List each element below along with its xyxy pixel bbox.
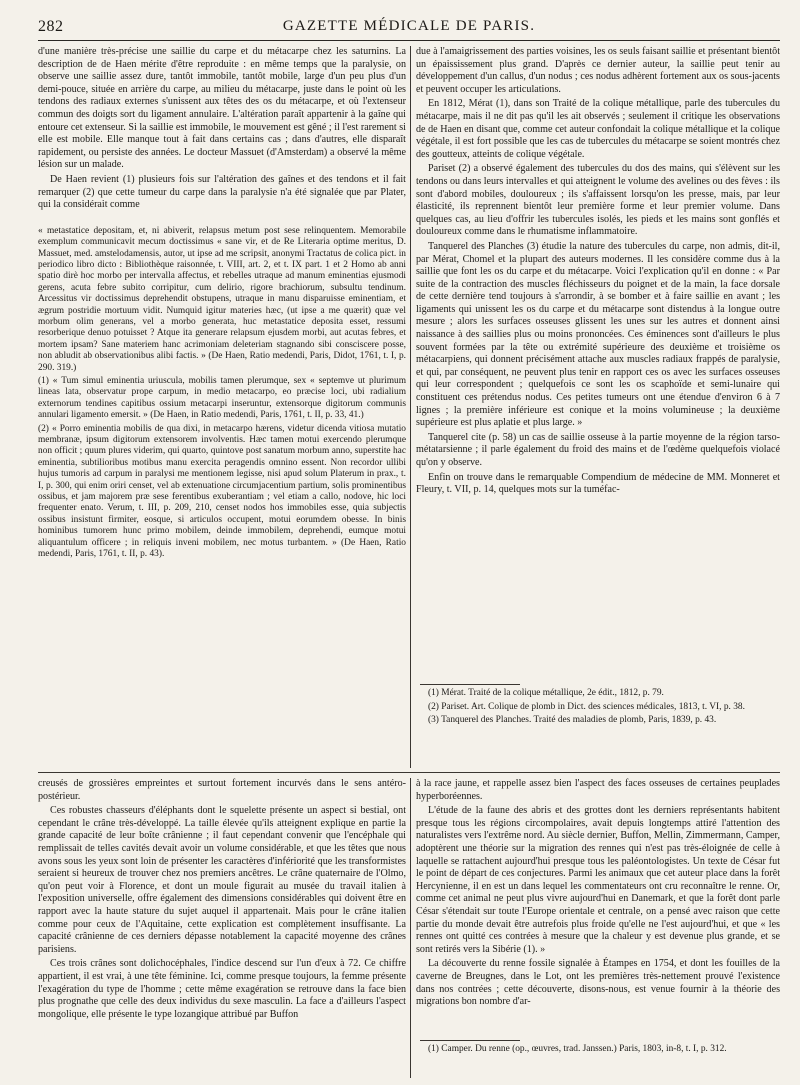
column-lower-right [416,778,780,1040]
paragraph: De Haen revient (1) plusieurs fois sur l'altération des gaînes et des tendons et il fait remarquer (2) que cette tumeur du carpe dans la paralysie n'a été signalée que par Plater, qui la considérait comme [38,173,406,211]
column-upper-right [416,46,780,746]
page-number: 282 [38,18,64,35]
column-divider [410,46,411,768]
footnote: (1) Mérat. Traité de la colique métallique, 2e édit., 1812, p. 79. [428,688,664,698]
paragraph: due à l'amaigrissement des parties voisines, les os seuls faisant saillie et présentant bientôt un épaississement plus grand. D'après ce dernier auteur, la saillie peut tenir au développement d'un callus, d'un nodus ; ces nodus adhèrent fortement aux os sous-jacents et peuvent occuper les articulations. [416,46,780,95]
footnote-rule [420,1040,520,1041]
footnotes-upper-right [416,688,780,768]
paragraph: Tanquerel cite (p. 58) un cas de saillie osseuse à la partie moyenne de la région tarso-métatarsienne ; il parle également du froid des mains et de l'œdème quelquefois violacé qu'on y observe. [416,431,780,468]
paragraph: Pariset (2) a observé également des tubercules du dos des mains, qui s'élèvent sur les tendons ou dans leurs intervalles et qui atteignent le volume des avelines ou des fèves : ils sont d'abord mobiles, douloureux ; ils s'affaissent lorsqu'on les presse, mais, par leur élasticité, ils reprennent bientôt leur première forme et leur premier volume. Dans quelques cas, au lieu d'offrir les tubercules isolés, les pieds et les mains sont gonflés et douloureux comme dans le rhumatisme inflammatoire. [416,163,780,238]
footnote: (3) Tanquerel des Planches. Traité des maladies de plomb, Paris, 1839, p. 43. [428,715,717,726]
latin-quotation: « metastatice depositam, et, ni abiverit, relapsus metum post sese relinquentem. Memorabile exemplum communicavit mecum doctissimus « sane vir, et de Re Literaria optime meritus, D. Massuet, med. amstelodamensis, autor, ut ipse ad me scripsit, anonymi Tractatus de colica pict. in periodico libro dicto : Bibliothèque raisonnée, t. VIII, art. 2, et t. IX part. 1 et 2 Homo ab anni spatio dirè hoc morbo per intervalla affectus, et rebelles utraque ad manum eminentias ejusmodi gerens, acuta febre subito corripitur, cum delirio, rigore brachiorum, subsultu tendinum. Arcessitus vir doctissimus deprehendit obstupens, utraque in manu disparuisse eminentiam, et ægrum postridie mortuum vidit. Numquid igitur materies hæc, (ut ipse a me quærit) quæ vel morbum olim generans, vel a morbo generata, huc metastatice deposita esset, ressumi resorberique denuo potuisset ? Atque ita generare relapsum ejusdem morbi, aut acutas febres, et mortem ipsam? Sane materiem hanc acrimoniam deleteriam stagnando sibi consciscere posse, non abludit ab observationibus alibi factis. » (De Haen, Ratio medendi, Paris, Didot, 1761, t. I, p. 290. 319.) [38,225,406,373]
paragraph: creusés de grossières empreintes et surtout fortement incurvés dans le sens antéro-postérieur. [38,778,406,802]
section-rule [38,772,780,773]
column-lower-left [38,778,406,1078]
paragraph: d'une manière très-précise une saillie du carpe et du métacarpe chez les saturnins. La description de de Haen mérite d'être reproduite : en même temps que la paralysie, on observe une saillie assez dure, tantôt immobile, tantôt mobile, large d'un peu plus d'un demi-pouce, située en arrière du carpe, au milieu du métacarpe, juste dans le point où les tendons des radiaux externes s'unissent aux têtes des os du métacarpe, et où l'extenseur commun des doigts sort du ligament annulaire. L'altération paraît appartenir à la gaîne qui entoure cet extenseur. Si la saillie est immobile, le mouvement est gêné ; il l'est rarement si elle est mobile. Elle manque tout à fait dans certains cas ; dans d'autres, elle disparaît rapidement, ou persiste des années. Le docteur Massuet (d'Amsterdam) a observé la même lésion sur un malade. [38,46,406,171]
paragraph: Tanquerel des Planches (3) étudie la nature des tubercules du carpe, non admis, dit-il, par Mérat, Chomel et la plupart des auteurs modernes. Il les considère comme dus à la saillie que font les os du carpe et du métacarpe. Voici l'explication qu'il en donne : « Par suite de la contraction des muscles fléchisseurs du poignet et de la main, la face dorsale de cette dernière tend toujours à s'arrondir, à se bomber et à faire saillie en avant ; les ligaments qui unissent les os du carpe et du métacarpe sont distendus à la longue outre mesure ; alors les surfaces osseuses glissent les unes sur les autres et donnent ainsi naissance à des saillies plus ou moins prononcées. Ces éminences sont d'ailleurs le plus souvent formées par la tête ou extrémité supérieure des deuxième et troisième os métacarpiens, qui donnent précisément attache aux muscles radiaux frappés de paralysie, et qui, par conséquent, ne peuvent plus tenir en rapport ces os avec les surfaces osseuses qui leur correspondent ; quelquefois ce sont les os scaphoïde et semi-lunaire qui constituent ces prétendus nodus. Ces petites tumeurs ont une étendue d'environ 6 à 7 lignes ; la première inférieure est conique et la moins volumineuse ; la deuxième supérieure est plus aplatie et plus large. » [416,240,780,429]
journal-title: GAZETTE MÉDICALE DE PARIS. [282,18,536,34]
paragraph: Ces trois crânes sont dolichocéphales, l'indice descend sur l'un d'eux à 72. Ce chiffre appartient, il est vrai, à une tête féminine. Ici, comme presque toujours, la femme présente l'exagération du type de l'homme ; cette même exagération se retrouve dans la face bien plus prognathe que celle des deux individus du sexe masculin. La face a d'ailleurs l'aspect mongolique, elle présente le type lozangique attribué par Buffon [38,958,406,1020]
spacer [38,214,406,226]
footnote: (2) Pariset. Art. Colique de plomb in Dict. des sciences médicales, 1813, t. VI, p. 38. [428,701,745,712]
paragraph: L'étude de la faune des abris et des grottes dont les derniers représentants habitent presque tous les régions circompolaires, avait depuis longtemps attiré l'attention des naturalistes vers l'extrême nord. Au siècle dernier, Buffon, Mellin, Zimmermann, Camper, adoptèrent une théorie sur la migration des rennes qui n'est pas très-éloignée de celle à laquelle se rattachent aujourd'hui presque tous les paléontologistes. Un texte de César fut le point de départ de ces conjectures. Parmi les animaux que cet auteur place dans la forêt Hercynienne, il en est un dans lequel les commentateurs ont cru reconnaître le renne. Or, comme cet animal ne peut plus vivre aujourd'hui en Danemark, et que la forêt dont parle César s'étendait sur toute l'Europe orientale et centrale, on a pensé avec raison que cette partie du monde devait être autrefois plus froide qu'elle ne l'est aujourd'hui, et que « les rennes ont quitté ces contrées à mesure que la chaleur y est devenue plus grande, et se sont retirés vers la Sibérie (1). » [416,805,780,955]
footnote-rule [420,684,520,685]
paragraph: Ces robustes chasseurs d'éléphants dont le squelette présente un aspect si bestial, ont cependant le crâne très-développé. La taille élevée qu'ils atteignent explique en partie la grande capacité de leur boîte crânienne ; il faut cependant convenir que l'encéphale qui remplissait de telles cavités devait avoir un volume considérable, et que les têtes que nous avons sous les yeux sont loin de présenter les caractères d'infériorité que les transformistes seraient si heureux de trouver chez nos premiers ancêtres. Le crâne quaternaire de l'Olmo, qu'on peut voir à Florence, et dont un moule figurait au musée du travail italien à l'exposition universelle, offre également des dimensions considérables qui doivent être en rapport avec la haute stature du sujet auquel il appartenait. Mais pour le crâne italien comme pour ceux de l'Aquitaine, cette explication est complètement insuffisante. La capacité crânienne de ces derniers dépasse notablement la capacité moyenne des crânes parisiens. [38,805,406,955]
paragraph: Enfin on trouve dans le remarquable Compendium de médecine de MM. Monneret et Fleury, t. VII, p. 14, quelques mots sur la tuméfac- [416,471,780,496]
footnote: (1) Camper. Du renne (op., œuvres, trad. Janssen.) Paris, 1803, in-8, t. I, p. 312. [428,1044,727,1054]
paragraph: En 1812, Mérat (1), dans son Traité de la colique métallique, parle des tubercules du métacarpe, mais il ne dit pas qu'il les ait observés ; seulement il critique les observations de de Haen en disant que, comme cet auteur confondait la colique métallique et la colique végétale, il est fort possible que les cas de tubercules du métacarpe se soient montrés chez des goutteux, atteints de colique végétale. [416,98,780,160]
footnote: (1) « Tum simul eminentia uriuscula, mobilis tamen plerumque, sex « septemve ut plurimum lineas lata, observatur prope carpum, in medio metacarpo, eo præcise loci, ubi radialium externorum tendines capitibus ossium metacarpi inseruntur, extensorque digitorum communis annulari ligamento emersit. » (De Haen, in Ratio medendi, Paris, 1761, t. II, p. 33, 41.) [38,376,406,421]
paragraph: La découverte du renne fossile signalée à Étampes en 1754, et dont les fouilles de la caverne de Breugnes, dans le Lot, ont les premières très-nettement prouvé l'existence dans nos contrées ; cette découverte, disons-nous, est venue fournir à la théorie des migrations bon nombre d'ar- [416,958,780,1008]
footnotes-lower-right [416,1044,780,1082]
column-divider [410,778,411,1078]
paragraph: à la race jaune, et rappelle assez bien l'aspect des faces osseuses de certaines peuplades hyperboréennes. [416,778,780,802]
footnote: (2) « Porro eminentia mobilis de qua dixi, in metacarpo hærens, videtur dicenda vitiosa mutatio membranæ, ipsum digitorum extensorem involventis. Hæc tamen motui exercendo plerumque non officit ; quum plures viderim, qui quarto, quintove post sanatum morbum anno, superstite hac eminentia, subtilioribus motibus manu exercita peragendis omnino essent. Non recordor ullibi hujus tumoris ad carpum in paralysi me mentionem legisse, nisi apud solum Platerum in prax., t. I, p. 300, qui enim oriri censet, vel ab extenuatione circumjacentium partium, solis prominentibus ossibus, et jam majorem præ sese ferentibus exuberantiam ; vel etiam a callo, nodove, hic loci frequenter enato. Verum, t. III, p. 209, 210, censet nodos hos immobiles esse, quia subjectis ossibus insistunt firmiter, eosque, si articulos occupent, motui eorumdem obesse. In binis hominibus tumorem hunc primo mobilem, deinde immobilem, deprehendi, eumque motui aliquantulum officere ; in reliquis inveni mobilem, nec motus turbantem. » (De Haen, Ratio medendi, Paris, 1761, t. II, p. 43). [38,423,406,560]
column-upper-left [38,46,406,776]
page-header [38,14,780,41]
